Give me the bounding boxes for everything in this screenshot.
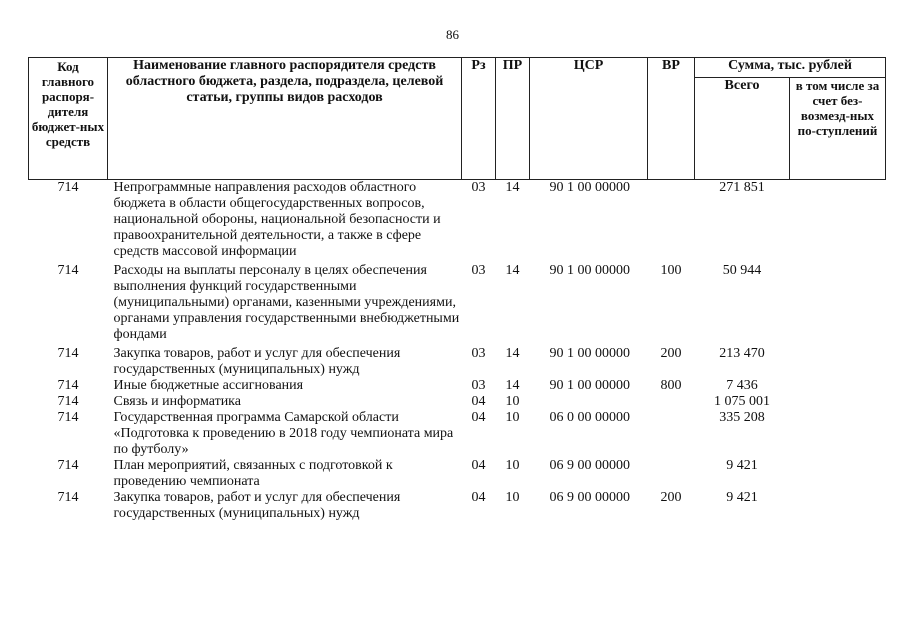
page-number: 86 [446,27,459,42]
cell-free [790,490,886,522]
cell-csr: 90 1 00 00000 [549,378,630,393]
cell-total: 213 470 [719,346,765,361]
cell-name: Связь и информатика [113,394,241,409]
cell-pr: 14 [505,263,520,278]
cell-code: 714 [57,490,79,505]
table-header [29,58,886,180]
cell-free [790,410,886,458]
budget-table [28,57,886,522]
cell-free [790,346,886,378]
cell-rz: 04 [471,410,486,425]
cell-total: 271 851 [719,180,765,195]
cell-code: 714 [57,263,79,278]
cell-csr: 06 9 00 00000 [549,490,630,505]
cell-free [790,263,886,346]
header-sum-group: Сумма, тыс. рублей [695,58,886,78]
cell-total: 50 944 [722,263,762,278]
table-row [29,458,886,490]
cell-vr [648,394,695,410]
cell-code: 714 [57,394,79,409]
header-rz: Рз [462,58,496,180]
cell-pr: 10 [505,410,520,425]
table-row [29,378,886,394]
header-csr: ЦСР [530,58,648,180]
cell-pr: 14 [505,346,520,361]
cell-pr: 14 [505,180,520,195]
cell-csr: 90 1 00 00000 [549,346,630,361]
cell-rz: 03 [471,378,486,393]
cell-pr: 10 [505,458,520,473]
cell-vr [648,458,695,490]
cell-vr [648,180,695,264]
cell-free [790,394,886,410]
table-row [29,263,886,346]
cell-total: 335 208 [719,410,765,425]
cell-pr: 10 [505,490,520,505]
cell-vr: 800 [660,378,682,393]
cell-free [790,378,886,394]
cell-code: 714 [57,180,79,195]
table-row [29,410,886,458]
cell-code: 714 [57,346,79,361]
table-row [29,490,886,522]
cell-rz: 04 [471,490,486,505]
header-code: Код главного распоря-дителя бюджет-ных средств [29,58,108,180]
cell-csr: 06 9 00 00000 [549,458,630,473]
cell-code: 714 [57,410,79,425]
cell-vr: 200 [660,490,682,505]
cell-free [790,180,886,264]
cell-csr: 06 0 00 00000 [549,410,630,425]
cell-rz: 04 [471,394,486,409]
header-pr: ПР [496,58,530,180]
cell-vr: 200 [660,346,682,361]
header-vr: ВР [648,58,695,180]
cell-pr: 10 [505,394,520,409]
cell-name: Закупка товаров, работ и услуг для обеспечения государственных (муниципальных) нужд [113,346,401,377]
cell-rz: 04 [471,458,486,473]
cell-rz: 03 [471,346,486,361]
cell-free [790,458,886,490]
cell-name: План мероприятий, связанных с подготовкой к проведению чемпионата [113,458,393,489]
table-body [29,180,886,523]
cell-vr: 100 [660,263,682,278]
table-row [29,346,886,378]
cell-name: Иные бюджетные ассигнования [113,378,304,393]
cell-rz: 03 [471,263,486,278]
cell-rz: 03 [471,180,486,195]
cell-total: 9 421 [726,458,758,473]
cell-pr: 14 [505,378,520,393]
header-total: Всего [695,78,790,180]
cell-csr: 90 1 00 00000 [549,263,630,278]
cell-code: 714 [57,378,79,393]
cell-csr [530,394,648,410]
cell-name: Государственная программа Самарской области «Подготовка к проведению в 2018 году чемпионата мира по футболу» [113,410,454,457]
cell-name: Непрограммные направления расходов областного бюджета в области общегосударственных вопросов, национальной обороны, национальной безопасности и правоохранительной деятельности, а также в сфере средств массовой информации [113,180,441,259]
cell-csr: 90 1 00 00000 [549,180,630,195]
cell-name: Расходы на выплаты персоналу в целях обеспечения выполнения функций государственными (муниципальными) органами, казенными учреждениями, органами управления государственными внебюджетными фондами [113,263,460,342]
cell-vr [648,410,695,458]
cell-code: 714 [57,458,79,473]
cell-total: 9 421 [726,490,758,505]
table-row [29,180,886,264]
cell-total: 1 075 001 [714,394,770,409]
header-name: Наименование главного распорядителя средств областного бюджета, раздела, подраздела, целевой статьи, группы видов расходов [108,58,462,180]
table-row [29,394,886,410]
cell-name: Закупка товаров, работ и услуг для обеспечения государственных (муниципальных) нужд [113,490,401,521]
cell-total: 7 436 [726,378,758,393]
header-free-receipts: в том числе за счет без-возмезд-ных по-ступлений [790,78,886,180]
